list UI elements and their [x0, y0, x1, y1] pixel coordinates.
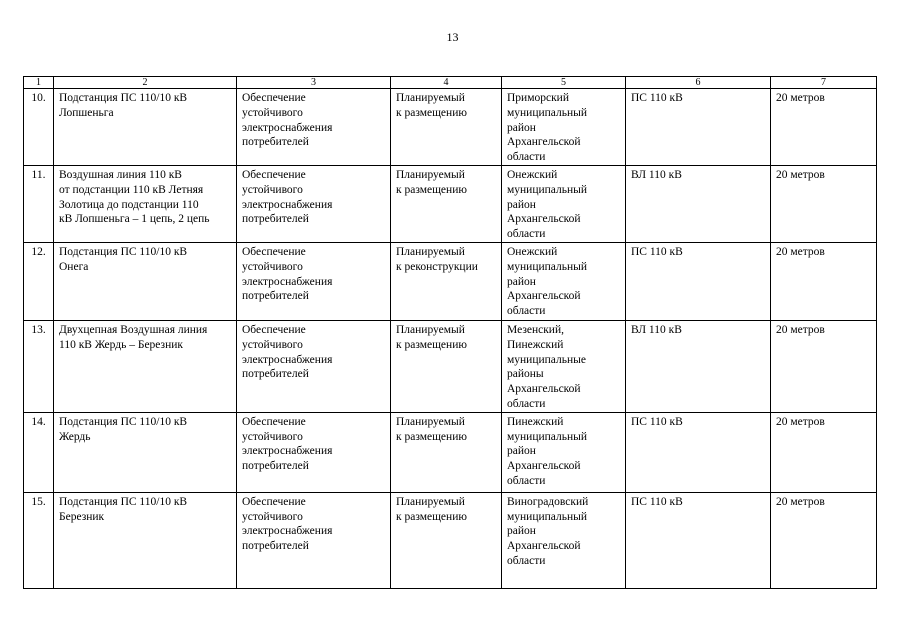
header-col-3: 3	[237, 77, 391, 89]
object-type: ПС 110 кВ	[626, 492, 771, 588]
table-row	[24, 242, 877, 320]
row-number: 15.	[24, 492, 54, 588]
object-zone: 20 метров	[771, 165, 877, 242]
header-col-5: 5	[502, 77, 626, 89]
header-col-7: 7	[771, 77, 877, 89]
object-zone: 20 метров	[771, 89, 877, 166]
object-zone: 20 метров	[771, 242, 877, 320]
object-location: Виноградовский муниципальный район Архангельской области	[502, 492, 626, 588]
object-name: Подстанция ПС 110/10 кВ Жердь	[54, 412, 237, 492]
header-row	[24, 77, 877, 89]
object-name: Подстанция ПС 110/10 кВ Онега	[54, 242, 237, 320]
object-location: Мезенский, Пинежский муниципальные районы Архангельской области	[502, 320, 626, 412]
object-type: ПС 110 кВ	[626, 412, 771, 492]
table-row	[24, 89, 877, 166]
object-type: ВЛ 110 кВ	[626, 320, 771, 412]
object-status: Планируемый к размещению	[391, 320, 502, 412]
object-type: ПС 110 кВ	[626, 242, 771, 320]
object-purpose: Обеспечение устойчивого электроснабжения потребителей	[237, 165, 391, 242]
object-location: Приморский муниципальный район Архангельской области	[502, 89, 626, 166]
object-status: Планируемый к размещению	[391, 412, 502, 492]
table-row	[24, 492, 877, 588]
object-name: Подстанция ПС 110/10 кВ Березник	[54, 492, 237, 588]
row-number: 10.	[24, 89, 54, 166]
object-status: Планируемый к размещению	[391, 89, 502, 166]
header-col-4: 4	[391, 77, 502, 89]
table-row	[24, 165, 877, 242]
row-number: 13.	[24, 320, 54, 412]
object-status: Планируемый к размещению	[391, 492, 502, 588]
object-location: Онежский муниципальный район Архангельской области	[502, 242, 626, 320]
object-zone: 20 метров	[771, 412, 877, 492]
object-purpose: Обеспечение устойчивого электроснабжения потребителей	[237, 89, 391, 166]
object-status: Планируемый к размещению	[391, 165, 502, 242]
table-row	[24, 320, 877, 412]
table-row	[24, 412, 877, 492]
object-location: Пинежский муниципальный район Архангельской области	[502, 412, 626, 492]
header-col-2: 2	[54, 77, 237, 89]
object-name: Подстанция ПС 110/10 кВ Лопшеньга	[54, 89, 237, 166]
row-number: 14.	[24, 412, 54, 492]
object-type: ПС 110 кВ	[626, 89, 771, 166]
objects-table	[23, 76, 877, 589]
object-type: ВЛ 110 кВ	[626, 165, 771, 242]
object-name: Двухцепная Воздушная линия 110 кВ Жердь – Березник	[54, 320, 237, 412]
header-col-1: 1	[24, 77, 54, 89]
object-purpose: Обеспечение устойчивого электроснабжения потребителей	[237, 320, 391, 412]
object-status: Планируемый к реконструкции	[391, 242, 502, 320]
object-purpose: Обеспечение устойчивого электроснабжения потребителей	[237, 492, 391, 588]
object-name: Воздушная линия 110 кВ от подстанции 110 кВ Летняя Золотица до подстанции 110 кВ Лопшеньга – 1 цепь, 2 цепь	[54, 165, 237, 242]
page-number: 13	[446, 30, 459, 44]
row-number: 11.	[24, 165, 54, 242]
object-purpose: Обеспечение устойчивого электроснабжения потребителей	[237, 242, 391, 320]
header-col-6: 6	[626, 77, 771, 89]
object-zone: 20 метров	[771, 492, 877, 588]
object-purpose: Обеспечение устойчивого электроснабжения потребителей	[237, 412, 391, 492]
object-location: Онежский муниципальный район Архангельской области	[502, 165, 626, 242]
object-zone: 20 метров	[771, 320, 877, 412]
row-number: 12.	[24, 242, 54, 320]
